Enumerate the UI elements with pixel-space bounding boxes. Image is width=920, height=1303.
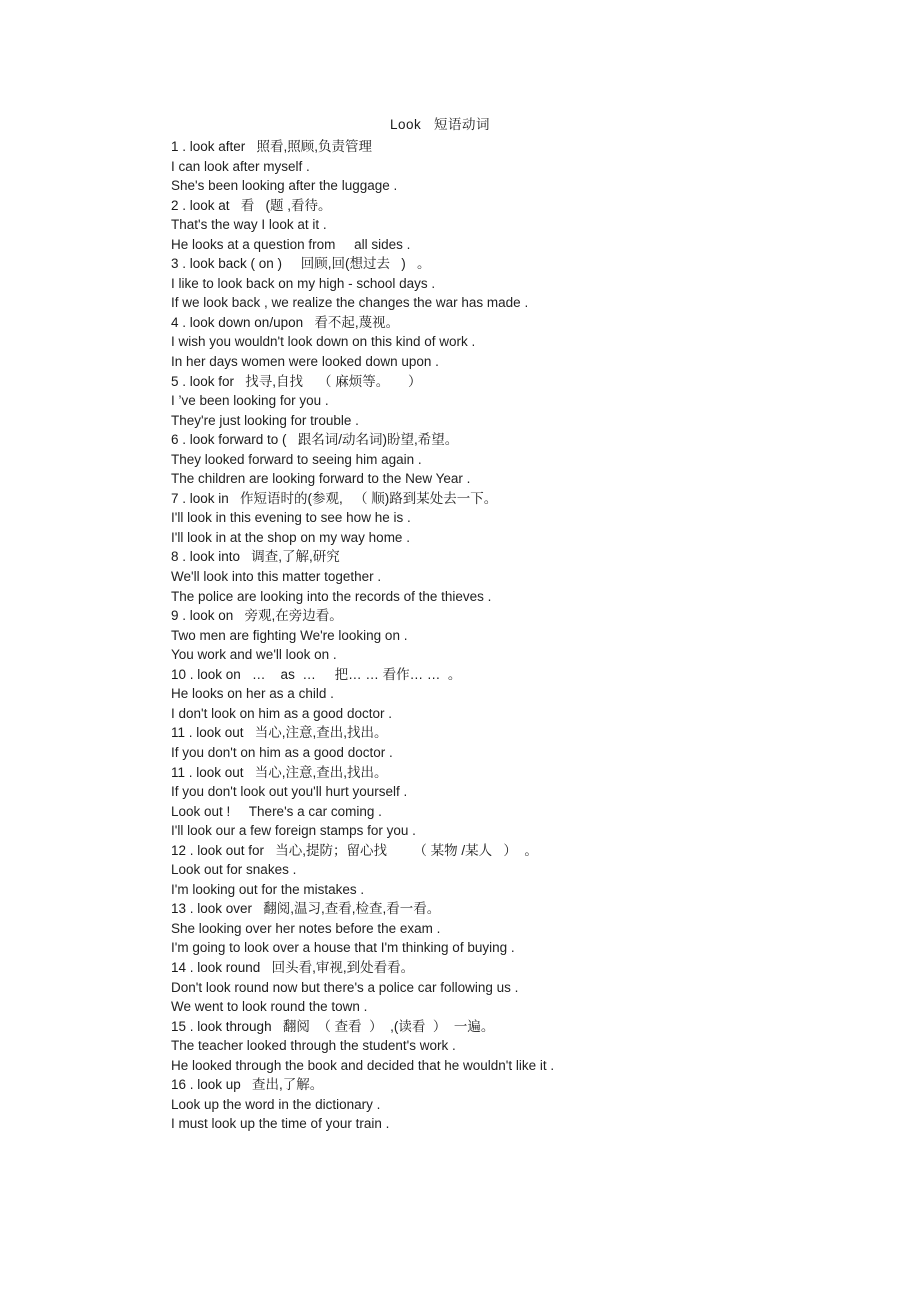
page-title: Look 短语动词 — [389, 117, 491, 132]
example-sentence: Two men are fighting We're looking on . — [171, 627, 408, 643]
example-sentence: If you don't look out you'll hurt yourself . — [171, 784, 408, 800]
example-sentence: I like to look back on my high - school days . — [171, 275, 436, 291]
entry-heading: 13 . look over 翻阅,温习,查看,检查,看一看。 — [171, 901, 441, 917]
entry-heading: 3 . look back ( on ) 回顾,回(想过去 ) 。 — [171, 256, 431, 272]
entry-heading: 8 . look into 调查,了解,研究 — [171, 549, 340, 565]
example-sentence: The teacher looked through the student's work . — [171, 1038, 456, 1054]
example-sentence: He looks on her as a child . — [171, 686, 334, 702]
entry-heading: 16 . look up 查出,了解。 — [171, 1077, 324, 1093]
entry-heading: 6 . look forward to ( 跟名词/动名词)盼望,希望。 — [171, 432, 459, 448]
entry-heading: 14 . look round 回头看,审视,到处看看。 — [171, 959, 415, 975]
example-sentence: That's the way I look at it . — [171, 217, 327, 233]
entry-heading: 4 . look down on/upon 看不起,蔑视。 — [171, 314, 400, 330]
example-sentence: They looked forward to seeing him again . — [171, 451, 422, 467]
example-sentence: I'm going to look over a house that I'm thinking of buying . — [171, 940, 515, 956]
document-body — [171, 137, 890, 1134]
entry-heading: 11 . look out 当心,注意,查出,找出。 — [171, 764, 388, 780]
entry-heading: 11 . look out 当心,注意,查出,找出。 — [171, 725, 388, 741]
entry-heading: 9 . look on 旁观,在旁边看。 — [171, 608, 343, 624]
example-sentence: In her days women were looked down upon . — [171, 354, 439, 370]
example-sentence: I can look after myself . — [171, 158, 310, 174]
example-sentence: I don't look on him as a good doctor . — [171, 705, 392, 721]
example-sentence: He looks at a question from all sides . — [171, 236, 411, 252]
entry-heading: 7 . look in 作短语时的(参观, （ 顺)路到某处去一下。 — [171, 490, 498, 506]
entry-heading: 2 . look at 看 (题 ,看待。 — [171, 197, 332, 213]
entry-heading: 10 . look on … as … 把… … 看作… … 。 — [171, 666, 462, 682]
example-sentence: I'll look in this evening to see how he is . — [171, 510, 411, 526]
example-sentence: Look out ! There's a car coming . — [171, 803, 382, 819]
example-sentence: I wish you wouldn't look down on this kind of work . — [171, 334, 476, 350]
example-sentence: The police are looking into the records of the thieves . — [171, 588, 492, 604]
example-sentence: They're just looking for trouble . — [171, 412, 359, 428]
entry-heading: 5 . look for 找寻,自找 （ 麻烦等。 ） — [171, 373, 422, 389]
example-sentence: If you don't on him as a good doctor . — [171, 744, 393, 760]
entry-heading: 1 . look after 照看,照顾,负责管理 — [171, 139, 373, 154]
example-sentence: I ’ve been looking for you . — [171, 393, 329, 409]
example-sentence: I'll look in at the shop on my way home . — [171, 529, 410, 545]
example-sentence: She's been looking after the luggage . — [171, 178, 398, 194]
example-sentence: We went to look round the town . — [171, 999, 368, 1015]
example-sentence: I'm looking out for the mistakes . — [171, 881, 365, 897]
example-sentence: I must look up the time of your train . — [171, 1116, 390, 1132]
example-sentence: The children are looking forward to the New Year . — [171, 471, 471, 487]
example-sentence: Look out for snakes . — [171, 862, 297, 878]
example-sentence: I'll look our a few foreign stamps for you . — [171, 823, 416, 839]
example-sentence: We'll look into this matter together . — [171, 569, 382, 585]
example-sentence: Don't look round now but there's a police car following us . — [171, 979, 519, 995]
entry-heading: 15 . look through 翻阅 （ 查看 ） ,(读看 ） 一遍。 — [171, 1018, 495, 1034]
entry-heading: 12 . look out for 当心,提防；留心找 （ 某物 /某人 ） 。 — [171, 842, 538, 858]
example-sentence: She looking over her notes before the exam . — [171, 920, 441, 936]
example-sentence: He looked through the book and decided that he wouldn't like it . — [171, 1057, 555, 1073]
example-sentence: You work and we'll look on . — [171, 647, 337, 663]
example-sentence: Look up the word in the dictionary . — [171, 1096, 381, 1112]
example-sentence: If we look back , we realize the changes the war has made . — [171, 295, 529, 311]
